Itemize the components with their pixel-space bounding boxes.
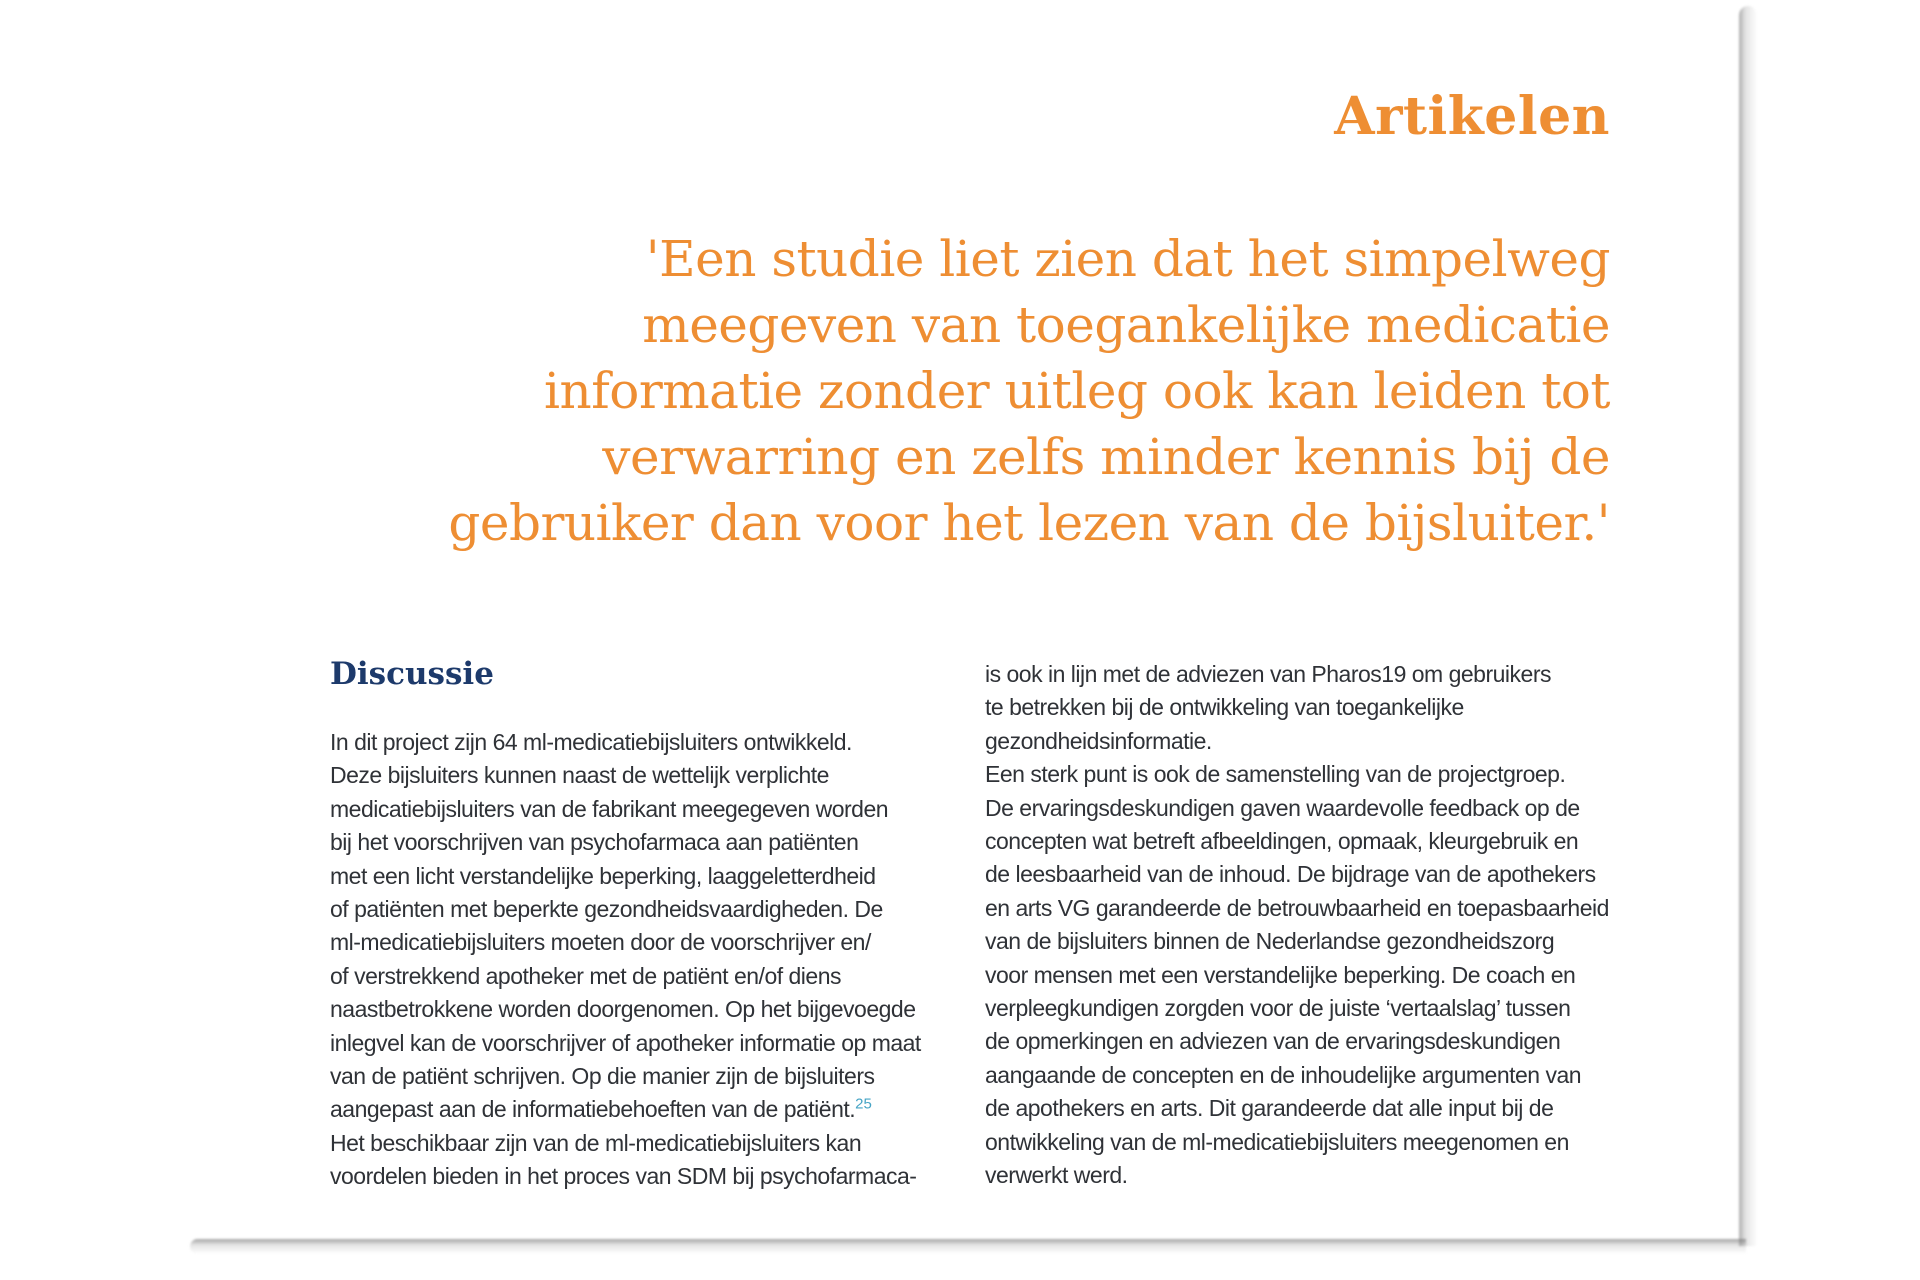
left-column-text-after-reference: Het beschikbaar zijn van de ml-medicatiebijsluiters kan voordelen bieden in het proces van SDM bij psychofarmaca- — [330, 1129, 917, 1190]
reference-marker-25: 25 — [855, 1095, 872, 1113]
right-column: is ook in lijn met de adviezen van Pharos19 om gebruikers te betrekken bij de ontwikkeling van toegankelijke gezondheidsinformatie. Een sterk punt is ook de samenstelling van de projectgroep. De ervaringsdeskundigen gaven waardevolle feedback op de concepten wat betreft afbeeldingen, opmaak, kleurgebruik en de leesbaarheid van de inhoud. De bijdrage van de apothekers en arts VG garandeerde de betrouwbaarheid en toepasbaarheid van de bijsluiters binnen de Nederlandse gezondheidszorg voor mensen met een verstandelijke beperking. De coach en verpleegkundigen zorgden voor de juiste ‘vertaalslag’ tussen de opmerkingen en adviezen van de ervaringsdeskundigen aangaande de concepten en de inhoudelijke argumenten van de apothekers en arts. Dit garandeerde dat alle input bij de ontwikkeling van de ml-medicatiebijsluiters meegenomen en verwerkt werd. — [985, 661, 1609, 1189]
left-column-text-before-reference: In dit project zijn 64 ml-medicatiebijsluiters ontwikkeld. Deze bijsluiters kunnen naast de wettelijk verplichte medicatiebijsluiters van de fabrikant meegegeven worden bij het voorschrijven van psychofarmaca aan patiënten met een licht verstandelijke beperking, laaggeletterdheid of patiënten met beperkte gezondheidsvaardigheden. De ml-medicatiebijsluiters moeten door de voorschrijver en/ of verstrekkend apotheker met de patiënt en/of diens naastbetrokkene worden doorgenomen. Op het bijgevoegde inlegvel kan de voorschrijver of apotheker informatie op maat van de patiënt schrijven. Op die manier zijn de bijsluiters aangepast aan de informatiebehoeften van de patiënt. — [330, 729, 921, 1123]
left-column — [330, 726, 980, 1194]
section-heading-discussie: Discussie — [330, 656, 494, 692]
page-edge-shadow-right — [1739, 6, 1757, 1246]
page-edge-shadow-bottom — [190, 1239, 1746, 1254]
pull-quote: 'Een studie liet zien dat het simpelweg meegeven van toegankelijke medicatie informatie zonder uitleg ook kan leiden tot verwarring en zelfs minder kennis bij de gebruiker dan voor het lezen van de bijsluiter.' — [448, 230, 1610, 552]
page-title: Artikelen — [1334, 86, 1610, 147]
